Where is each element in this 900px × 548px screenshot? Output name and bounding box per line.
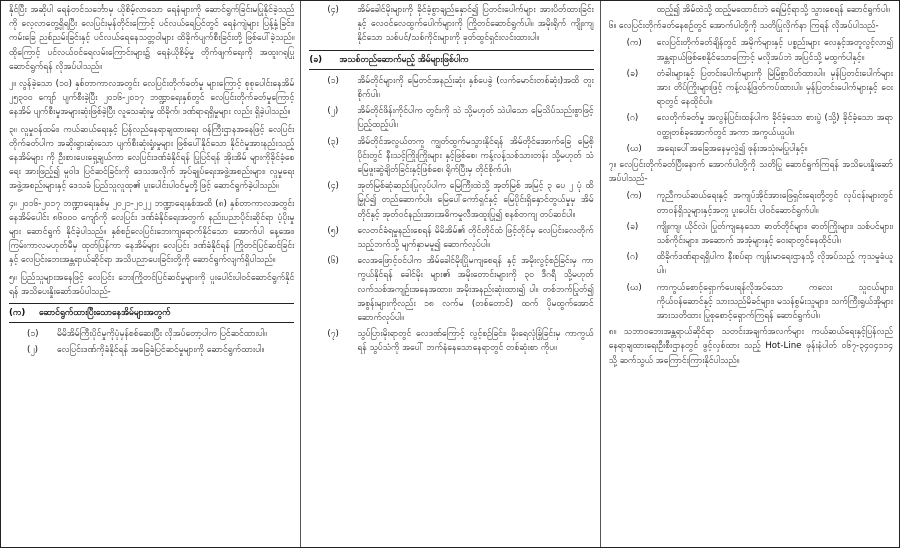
list-item xyxy=(609,111,893,139)
list-item xyxy=(309,254,593,325)
list-item xyxy=(609,220,893,248)
list-item xyxy=(309,74,593,102)
item-number: (ဂ) xyxy=(626,113,639,124)
item-number: (၁) xyxy=(327,75,339,86)
item-text: လေပြင်းတိုက်ခတ်ချိန်တွင် အမိုက်များနှင့် ပစ္စည်းများ လေနှင့်အတူလွင့်လာ၍ အန္တရာယ်ဖြစ်စေနိုင်သောကြောင့် မလိုအပ်ဘဲ အပြင်သို့ မထွက်ပါနှင့်။ xyxy=(656,38,893,63)
heading-number: (ခ) xyxy=(309,54,323,65)
item-text: လေအဖြောင့်ဝင်ပါက အိမ်ခေါင်မိုးပြိုမကျစေရန် နှင့် အမိုးလွင့်စဉ်ခြင်းမှ ကာကွယ်နိုင်ရန် ခေါင်မိုး များ၏ အမိုးတောင်းများကို ၃၀ ဒီဂရီ သို့မဟုတ် လက်သစ်အကျဉ်းအနေအထား၊ အမိုးအနည်းဆုံးထား၍ ပါ။ တစ်ဘက်ပြုတ်၍ အစွန်းများကိုလည်း ၁၈ လက်မ (တစ်တောင်) ထက် ပိုမထွက်အောင် ဆောက်လုပ်ပါ။ xyxy=(357,256,594,324)
list-item xyxy=(609,281,893,324)
item-number: (ဂ) xyxy=(626,252,639,263)
list-item xyxy=(9,327,294,341)
item-number: (၁) xyxy=(27,329,39,340)
paragraph-3: ၃။ လူမှုဝန်ထမ်း၊ ကယ်ဆယ်ရေးနှင့် ပြန်လည်နေရာချထားရေး ဝန်ကြီးဌာနအနေဖြင့် လေပြင်းတိုက်ခတ်ပါက အဆိုးရွားဆုံးသော ပျက်စီးဆုံးရှုံးမှုများ ဖြစ်ပေါ်နိုင်သော နိုင်ငံမှုအားနည်းသည့် နေအိမ်များ ကို ဦးစားပေးရှေ့ချယ်ကာ လေပြင်းဒဏ်ခံနိုင်ရန် ပြုပြင်ရန် အိုးအိမ် များကိုခိုင်ခံ့စေရေး အားဖြည့်၍ မူဝါဒ ပြင်ဆင်ခြင်းကို ဒေသအလိုက် အုပ်ချုပ်ရေးအဖွဲ့အစည်းများ၊ လူမှုရေးအဖွဲ့အစည်းများနှင့် ဒေသခံ ပြည်သူလူထု၏ ပူးပေါင်းပါဝင်မှုတို့ဖြင့် ဆောင်ရွက်ခဲ့ပါသည်။ xyxy=(9,124,295,192)
item-text: ကူညီကယ်ဆယ်ရေးနှင့် အကျပ်အိုင်အားဖြေရှင်းရေးတို့တွင် လုပ်ငန်းများတွင် တာဝန်ရှိသူများနှင့်အတူ ပူးပေါင်း ပါဝင်ဆောင်ရွက်ပါ။ xyxy=(656,191,893,216)
paragraph-intro: နိုင်ပြီး အဆိုပါ ရေနံတင်သင်္ဘောမှ ယိုစိမ့်လာသော ရေနံများကို ဆောင်ရွက်ခြင်းမပြုနိုင်ခဲ့သည်ကို လေ့လာတွေ့ရှိရပြီး လေပြင်းမုန်တိုင်းကြောင့် ပင်လယ်ရေပြင်တွင် ရေနံကျဲများ ပြန့်နှံ့ခြင်း၊ ကမ်းခြေ ညစ်ညမ်းခြင်းနှင့် ပင်လယ်ရေနေသတ္တဝါများ ထိခိုက်ပျက်စီးခြင်းတို့ ဖြစ်ပေါ်ခဲ့သည်။ ထိုကြောင့် ပင်လယ်ဝင်ရေလမ်းကြောင်းများ၌ ရေနံယိုစိမ့်မှု တိုက်ဖျက်ရေးကို အထူးဂရုပြု ဆောင်ရွက်ရန် လိုအပ်ပါသည်။ xyxy=(9,5,295,72)
item-text: အိမ်ခေါင်မိုးများကို ခိုင်ခံ့စွာချည်နှောင်၍ ပြတင်းပေါက်များ အားပိတ်ထားခြင်းနှင့် လေဝင်လေထွက်ပေါက်များကို ကြိုတင်ဆောင်ရွက်ပါ။ အမိုးရိုက် ကျိုးကျနိုင်သော သစ်ပင်/သစ်ကိုင်းများကို ခုတ်ထွင်ရှင်းလင်းထားပါ။ xyxy=(357,5,594,44)
column-1 xyxy=(1,1,300,547)
heading-text: ဆောင်ရွက်ထားပြီးသောနေအိမ်များအတွက် xyxy=(39,308,171,319)
item-text: ကာကွယ်စောင့်ရှောက်ပေးရန်လိုအပ်သော ကလေး သူငယ်များ၊ ကိုယ်ဝန်ဆောင်နှင့် သားသည်မိခင်များ၊ မသန်စွမ်းသူများ၊ သက်ကြီးရွယ်အိုများအားသတိထား ပြုစုစောင့်ရှောက်ကြရန် ဆောင်ရွက်ပါ။ xyxy=(656,282,893,322)
item-number: (ဃ) xyxy=(626,143,642,154)
paragraph-2: ၂။ လွန်ခဲ့သော (၁၀) နှစ်တာကာလအတွင်း လေပြင်းတိုက်ခတ်မှု များကြောင့် စုစုပေါင်းနေအိမ် ၂၅၃၀၀ ကျော် ပျက်စီးခဲ့ပြီး ၂၀၁၆-၂၀၁၇ ဘဏ္ဍာရေးနှစ်တွင် လေပြင်းတိုက်ခတ်မှုကြောင့် နေအိမ် ပျက်စီးမှုအများဆုံးဖြစ်ခဲ့ပြီး လူသေဆုံးမှု ထိခိုက်၊ ဒဏ်ရာရရှိမှုများ လည်း ရှိခဲ့ပါသည်။ xyxy=(9,79,295,118)
item-text: မိမိအိမ်ကြီးပိုင်မှုကိုပုံမှန်စစ်ဆေးပြီး လိုအပ်တော့ပါက ပြင်ဆင်ထားပါ။ xyxy=(57,329,267,340)
list-item xyxy=(309,224,593,252)
item-text: တံခါးများနှင့် ပြတင်းပေါက်များကို မြဲမြံစွာပိတ်ထားပါ။ မှန်ပြတင်းပေါက်များအား တိပ်ကြိုးများဖြင့် ကန့်လန့်ဖြတ်ကပ်ထားပါ။ မှန်ပြတင်းပေါက်များနှင့် ဝေးရာတွင် နေထိုင်ပါ။ xyxy=(656,68,893,108)
paragraph-6: ၆။ လေပြင်းတိုက်ခတ်နေစဉ်တွင် အောက်ပါတို့ကို သတိပြုလိုက်နာ ကြရန် လိုအပ်ပါသည်- xyxy=(608,21,879,32)
item-number: (ဃ) xyxy=(626,282,642,293)
list-item xyxy=(609,250,893,278)
heading-text: အသစ်တည်ဆောက်မည့် အိမ်များဖြစ်ပါက xyxy=(339,54,469,65)
list-item xyxy=(309,3,593,46)
section-heading-ka xyxy=(9,303,294,323)
paragraph-8: ၈။ သဘာဝဘေးအန္တရာယ်ဆိုင်ရာ သတင်းအချက်အလက်များ ကယ်ဆယ်ရေးနှင့်ပြန်လည်နေရာချထားရေးဦးစီးဌာနတွင် ဖွင့်လှစ်ထား သည့် Hot-Line ဖုန်းနံပါတ် ၀၆၇-၃၄၀၄၁၁၄ သို့ ဆက်သွယ် အကြောင်းကြားနိုင်ပါသည်။ xyxy=(608,327,893,366)
item-text: သွပ်ပြားမိုးရာတွင် လေဒဏ်ကြောင့် လွင့်စဉ်ခြင်း၊ မိုးရေလုံခြုံခြင်းမှ ကာကွယ်ရန် သွပ်သံကို အပေါ် ဘက်နံနေသောနေရာတွင် တစ်ဆုံးစာ ကိုပ။ xyxy=(357,329,594,354)
list-item xyxy=(609,142,893,156)
paragraph-4: ၄။ ၂၀၁၆-၂၀၁၇ ဘဏ္ဍာရေးနှစ်မှ ၂၀၂၁-၂၀၂၂ ဘဏ္ဍာရေးနှစ်အထိ (၈) နှစ်တာကာလအတွင်း နေအိမ်ပေါင်း ၈၆၀၀၀ ကျော်ကို လေပြင်း ဒဏ်ခံနိုင်ရေးအတွက် နည်းပညာပိုင်းဆိုင်ရာ ပံ့ပိုးမှုများ ဆောင်ရွက် နိုင်ခဲ့ပါသည်။ နှစ်စဉ်လေပြင်းဘေးကျရောက်နိုင်သော အောက်ပါ နေ့အေး၊ ကြမ်းကာလမဟုတ်မီမှ ထုတ်ပြန်ကာ နေအိမ်များ လေပြင်း ဒဏ်ခံနိုင်ရန် ကြိုတင်ပြင်ဆင်ခြင်းနှင့် လေပြင်းဘေးအန္တရာယ်ဆိုင်ရာ အသိပညာပေးခြင်းတို့ကို ဆောင်ရွက်လျက်ရှိပါသည်။ xyxy=(9,198,295,266)
list-item xyxy=(609,3,893,17)
list-item xyxy=(309,135,593,178)
item-number: (က) xyxy=(626,38,642,49)
item-text: လေပြင်းဒဏ်ကိုခံနိုင်ရန် အခြေခံပြင်ဆင်မှုများကို ဆောင်ရွက်ထားပါ။ xyxy=(57,345,265,356)
item-text: ထိခိုက်ဒဏ်ရာရရှိပါက နီးစပ်ရာ ကျန်းမာရေးဌာနသို့ လိုအပ်သည့် ကုသမှုခံယူပါ။ xyxy=(656,252,893,277)
list-item xyxy=(609,67,893,110)
item-text: အိမ်တိုင်ဖိန်းကိုင်ပါက တွင်းကို သဲ သို့မဟုတ် သဲပါသော မြေသိပ်သည်းစွာဖြင့် ပြည့်ထည့်ပါ။ xyxy=(357,106,594,131)
column-3 xyxy=(600,1,899,547)
item-text: အရေးပေါ်အခြေအနေမှလွဲ၍ ဖုန်းအသုံးမပြုပါနှင့်။ xyxy=(656,143,808,154)
heading-number: (က) xyxy=(9,308,26,319)
list-item xyxy=(9,343,294,357)
item-text: အုတ်မြစ်ဆုံဆည်းပြုလုပ်ပါက မြေကြီးထဲသို့ အုတ်မြစ် အမြင့် ၃ ပေ ၂ ပုံ ထိ မြှုပ်၍ တည်ဆောက်ပါ။ မြေပေါ်ကော်ရှင်နှင့် မြေပိုင်းရှိနှောင်တွယ်မှုမှ အိမ်တိုင်နှင့် အုတ်ဝင်နည်းအားအဓိကမှုလီအထူးပြု၍ စနစ်တကျ တပ်ဆင်ပါ။ xyxy=(357,181,594,220)
item-number: (၄) xyxy=(327,181,339,192)
item-number: (၆) xyxy=(327,256,339,267)
column-2 xyxy=(300,1,599,547)
item-number: (၃) xyxy=(327,136,339,147)
item-number: (၂) xyxy=(27,345,38,356)
item-text: ကျိုးကျ၊ ယိုင်လဲ၊ ပြုတ်ကျနေသော ဓာတ်တိုင်များ၊ ဓာတ်ကြိုးများ၊ သစ်ပင်များ၊ သစ်ကိုင်းများ၊ အဆောက် အအုံများနှင့် ဝေးရာတွင်နေထိုင်ပါ။ xyxy=(656,221,893,247)
paragraph-7: ၇။ လေပြင်းတိုက်ခတ်ပြီးနောက် အောက်ပါတို့ကို သတိပြု ဆောင်ရွက်ကြရန် အသိပေးနှိုးဆော်အပ်ပါသည်- xyxy=(608,160,893,185)
item-number: (၇) xyxy=(327,329,339,340)
item-number: (၅) xyxy=(327,225,339,236)
list-item xyxy=(609,189,893,217)
item-number: (၄) xyxy=(327,5,339,15)
item-number xyxy=(627,3,657,17)
list-item xyxy=(309,104,593,132)
item-number: (က) xyxy=(626,191,642,202)
item-text: ထည့်၍ အိမ်ထဲသို့ ထည့်မထောင်းဘဲ ရေမြင့်ရာသို့ သွားစေရန် ဆောင်ရွက်ပါ။ xyxy=(656,5,890,15)
list-item xyxy=(309,179,593,222)
item-text: အိမ်တိုင်များကို မြေတင်အနည်းဆုံး နှစ်ပေခွဲ (လက်မောင်းတစ်ဆုံး)အထိ တူးစိုက်ပါ။ xyxy=(357,75,594,101)
list-item xyxy=(309,327,593,355)
item-number: (ခ) xyxy=(626,221,639,232)
list-item xyxy=(609,36,893,64)
item-number: (ခ) xyxy=(626,68,639,79)
item-number: (၂) xyxy=(327,106,339,117)
item-text: လေတင်ခံရမှုနည်းစေရန် မိမိအိမ်၏ တိုင်တိုင်ထံ ဖြင့်တိုင်မှ လေပြင်းလေတိုက်သည့်ဘက်သို့ မျက်နှာမမူ၍ ဆောက်လုပ်ပါ။ xyxy=(357,225,594,251)
item-text: လေတိုက်ခတ်မှု အလွန်ပြင်းထန်ပါက ခိုင်ခံ့သော စားပွဲ (သို့) ခိုင်ခံ့သော အရာဝတ္ထုတစ်ခုအောက်တွင် အကာ အကွယ်ယူပါ။ xyxy=(656,113,893,138)
section-heading-kha xyxy=(309,50,593,70)
item-text: အိမ်တိုင်အလွယ်တကူ ကျွတ်ထွက်မသွားနိုင်ရန် အိမ်တိုင်အောက်ခြေ မြေစိုပိုင်းတွင် နီးသင့်ကြိုးကြိုးများ နှင့်ဖြစ်စေ၊ ကန့်လန့်သစ်သားတန်း သို့မဟုတ် သံမြေဖူးဆွဲချိတ်ခြင်းနှင့်ဖြစ်စေ၊ ရိုက်ပြီးမှ တိုင်စိုက်ပါ။ xyxy=(357,136,594,176)
paragraph-5: ၅။ ပြည်သူများအနေဖြင့် လေပြင်း ဘေးကြိုတင်ပြင်ဆင်မှုများကို ပူးပေါင်းပါဝင်ဆောင်ရွက်နိုင်ရန် အသိပေးနှိုးဆော်အပ်ပါသည်- xyxy=(9,272,295,297)
